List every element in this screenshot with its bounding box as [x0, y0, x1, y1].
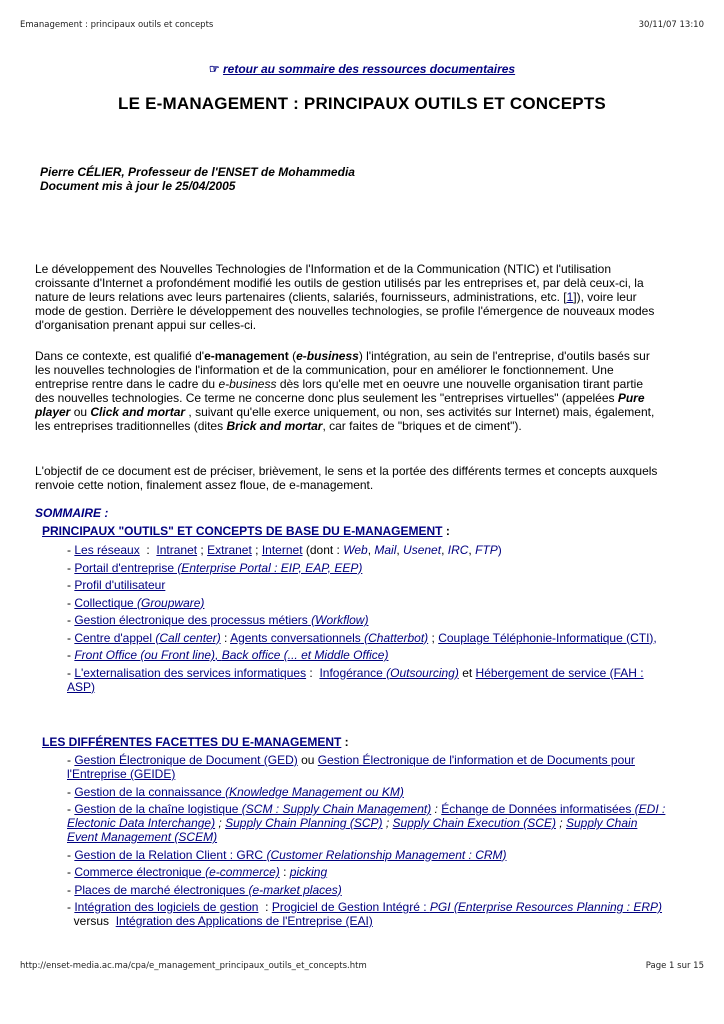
link-externalisation[interactable]: L'externalisation des services informatiques: [74, 665, 307, 680]
link-workflow-detail[interactable]: (Workflow): [307, 613, 369, 627]
term-usenet: Usenet: [403, 543, 442, 557]
link-outsourcing[interactable]: (Outsourcing): [382, 665, 459, 680]
sep: ,: [653, 630, 657, 645]
dash: -: [67, 543, 75, 557]
link-emarket[interactable]: (e-market places): [245, 882, 342, 897]
term-web: Web: [343, 543, 368, 557]
list-item: [67, 543, 667, 557]
link-crm[interactable]: (Customer Relationship Management : CRM): [263, 847, 507, 862]
list-item: [67, 883, 667, 897]
print-header: [20, 20, 704, 30]
link-commerce[interactable]: Commerce électronique: [74, 865, 202, 879]
list-item: [67, 578, 667, 592]
list-item: [67, 561, 667, 575]
intro-paragraph-3: L'objectif de ce document est de préciser, brièvement, le sens et la portée des différents termes et concepts auxquels renvoie cette notion, finalement assez floue, de e-management.: [35, 464, 658, 492]
intro-text: , suivant qu'elle exerce uniquement, ou non, ses activités sur Internet) mais, également, les entreprises traditionnelles (dites: [35, 405, 655, 433]
list-item: [67, 596, 667, 610]
link-centre-appel[interactable]: Centre d'appel: [74, 630, 153, 645]
dash: -: [67, 665, 75, 680]
link-groupware[interactable]: (Groupware): [133, 595, 205, 610]
intro-text: dès lors qu'elle met en oeuvre une nouvelle organisation tirant partie des nouvelles technologies. Ce terme ne concerne donc plus seulement les "entreprises virtuelles" (appelées: [35, 377, 643, 405]
link-chaine-logistique[interactable]: Gestion de la chaîne logistique: [74, 802, 239, 816]
section2-list: [67, 753, 667, 932]
link-km[interactable]: (Knowledge Management ou KM): [221, 784, 404, 799]
dash: -: [67, 753, 75, 767]
sep: :: [258, 900, 272, 914]
intro-text: ]), voire leur mode de gestion. Derrière le développement des nouvelles technologies, se profile l'émergence de nouveaux modes d'organisation prenant appui sur celles-ci.: [35, 290, 655, 332]
link-sce[interactable]: Supply Chain Execution (SCE): [392, 816, 556, 830]
sep: ,: [396, 543, 404, 557]
author-block: [40, 165, 355, 193]
link-connaissance[interactable]: Gestion de la connaissance: [74, 784, 222, 799]
link-infogerance[interactable]: Infogérance: [319, 665, 383, 680]
link-internet[interactable]: Internet: [261, 543, 303, 557]
link-pgi[interactable]: Progiciel de Gestion Intégré :: [271, 900, 430, 914]
link-chatterbot[interactable]: (Chatterbot): [360, 630, 429, 645]
dash: -: [67, 595, 75, 610]
sep: ,: [468, 543, 476, 557]
sep: ;: [428, 630, 439, 645]
intro-text: ou: [70, 405, 91, 419]
term-brick-and-mortar: Brick and mortar: [226, 419, 323, 433]
link-call-center[interactable]: (Call center): [152, 630, 221, 645]
header-title: Emanagement : principaux outils et concepts: [20, 20, 214, 30]
sommaire-heading: SOMMAIRE :: [35, 506, 109, 520]
section1-link[interactable]: PRINCIPAUX "OUTILS" ET CONCEPTS DE BASE DU E-MANAGEMENT: [42, 524, 443, 538]
link-back-office[interactable]: Back office (... et Middle Office): [221, 648, 389, 662]
section1-heading: [42, 524, 450, 538]
sep: ,: [367, 543, 375, 557]
link-scp[interactable]: Supply Chain Planning (SCP): [225, 816, 383, 830]
link-workflow[interactable]: Gestion électronique des processus métiers: [74, 613, 308, 627]
term-emanagement: e-management: [204, 349, 289, 363]
footer-page-number: Page 1 sur 15: [645, 961, 704, 971]
link-eai[interactable]: Intégration des Applications de l'Entreprise (EAI): [115, 914, 373, 928]
sep: ;: [382, 816, 393, 830]
list-item: [67, 802, 667, 844]
link-erp[interactable]: PGI (Enterprise Resources Planning : ERP): [429, 900, 663, 914]
link-hebergement[interactable]: Hébergement de service (FAH : ASP): [67, 665, 644, 694]
term-pure-player: Pure player: [35, 391, 645, 419]
intro-text: ) l'intégration, au sein de l'entreprise, d'outils basés sur les nouvelles technologies de l'information et de la communication, pour en améliorer le fonctionnement. Une entreprise rentre dans le cadre du: [35, 349, 650, 391]
link-scem[interactable]: Supply Chain Event Management (SCEM): [67, 816, 638, 844]
link-portail[interactable]: Portail d'entreprise: [74, 560, 175, 575]
sep: ;: [555, 816, 566, 830]
term-click-and-mortar: Click and mortar: [90, 405, 186, 419]
sep: versus: [67, 914, 116, 928]
list-item: [67, 785, 667, 799]
dash: -: [67, 630, 75, 645]
update-date: Document mis à jour le 25/04/2005: [40, 179, 236, 193]
link-ecommerce[interactable]: (e-commerce): [201, 865, 280, 879]
link-collectique[interactable]: Collectique: [74, 595, 134, 610]
list-item: [67, 666, 667, 694]
back-to-summary-link[interactable]: retour au sommaire des ressources documentaires: [222, 62, 516, 76]
sep: ,: [215, 648, 222, 662]
section1-list: [67, 543, 667, 697]
intro-text: Dans ce contexte, est qualifié d': [35, 349, 205, 363]
dash: -: [67, 613, 75, 627]
dash: -: [67, 865, 75, 879]
intro-text: , car faites de "briques et de ciment").: [322, 419, 522, 433]
dash: -: [67, 882, 75, 897]
dash: -: [67, 560, 75, 575]
link-agents[interactable]: Agents conversationnels: [230, 630, 361, 645]
link-edi[interactable]: Échange de Données informatisées: [441, 802, 632, 816]
header-datetime: 30/11/07 13:10: [638, 20, 704, 30]
sep: :: [220, 630, 231, 645]
link-grc[interactable]: Gestion de la Relation Client : GRC: [74, 847, 264, 862]
link-scm[interactable]: (SCM : Supply Chain Management): [238, 802, 432, 816]
sep: :: [306, 665, 320, 680]
dash: -: [67, 900, 75, 914]
list-item: [67, 753, 667, 781]
link-picking[interactable]: picking: [289, 865, 328, 879]
sep: :: [279, 865, 290, 879]
colon: :: [442, 524, 450, 538]
colon: :: [341, 735, 349, 749]
sep: ,: [441, 543, 448, 557]
link-ged[interactable]: Gestion Électronique de Document (GED): [74, 753, 298, 767]
dash: -: [67, 847, 75, 862]
link-intranet[interactable]: Intranet: [156, 543, 198, 557]
list-item: [67, 900, 667, 928]
list-item: [67, 648, 667, 662]
link-front-office[interactable]: Front Office (ou Front line): [74, 648, 216, 662]
link-places-marche[interactable]: Places de marché électroniques: [74, 882, 246, 897]
sep: ;: [197, 543, 208, 557]
term-ftp: FTP: [475, 543, 498, 557]
dash: -: [67, 784, 75, 799]
list-item: [67, 865, 667, 879]
intro-text: Le développement des Nouvelles Technologies de l'Information et de la Communication (NTIC) et l'utilisation croissante d'Internet a profondément modifié les outils de gestion utilisés par les entreprises et, par delà ceux-ci, la nature de leurs relations avec leurs partenaires (clients, salariés, fournisseurs, administrations, etc. [: [35, 262, 644, 304]
sep: :: [431, 802, 442, 816]
dash: -: [67, 578, 75, 592]
sep: et: [458, 665, 476, 680]
link-extranet[interactable]: Extranet: [207, 543, 252, 557]
sep: (dont :: [302, 543, 344, 557]
link-cti[interactable]: Couplage Téléphonie-Informatique (CTI): [438, 630, 654, 645]
link-profil[interactable]: Profil d'utilisateur: [74, 578, 166, 592]
page-title: LE E-MANAGEMENT : PRINCIPAUX OUTILS ET CONCEPTS: [118, 94, 606, 113]
intro-paragraph-1: [35, 262, 665, 332]
back-to-summary: [0, 62, 724, 76]
dash: -: [67, 802, 75, 816]
intro-paragraph-2: [35, 349, 665, 433]
intro-text: (: [288, 349, 297, 363]
section2-heading: [42, 735, 349, 749]
author-name: Pierre CÉLIER, Professeur de l'ENSET de Mohammedia: [40, 165, 355, 179]
sep: ;: [215, 816, 226, 830]
list-item: [67, 613, 667, 627]
section2-link[interactable]: LES DIFFÉRENTES FACETTES DU E-MANAGEMENT: [42, 735, 342, 749]
link-reseaux[interactable]: Les réseaux: [74, 543, 140, 557]
dash: -: [67, 648, 75, 662]
term-ebusiness: e-business: [296, 349, 359, 363]
sep: :: [139, 543, 157, 557]
print-footer: [20, 961, 704, 971]
sep: ou: [297, 753, 318, 767]
footnote-ref-link[interactable]: 1: [566, 290, 574, 304]
link-portail-detail[interactable]: (Enterprise Portal : EIP, EAP, EEP): [174, 560, 363, 575]
link-integration-logiciels[interactable]: Intégration des logiciels de gestion: [74, 900, 259, 914]
term-mail: Mail: [374, 543, 397, 557]
list-item: [67, 631, 667, 645]
term-ebusiness: e-business: [218, 377, 277, 391]
pointing-hand-icon: ☞: [208, 62, 220, 76]
sep: ;: [251, 543, 262, 557]
footer-url: http://enset-media.ac.ma/cpa/e_management_principaux_outils_et_concepts.htm: [20, 961, 367, 971]
term-irc: IRC: [447, 543, 469, 557]
list-item: [67, 848, 667, 862]
link-geide[interactable]: Gestion Électronique de l'information et de Documents pour l'Entreprise (GEIDE): [67, 753, 635, 781]
sep: ): [497, 543, 502, 557]
link-edi-detail[interactable]: (EDI : Electonic Data Interchange): [67, 802, 666, 830]
